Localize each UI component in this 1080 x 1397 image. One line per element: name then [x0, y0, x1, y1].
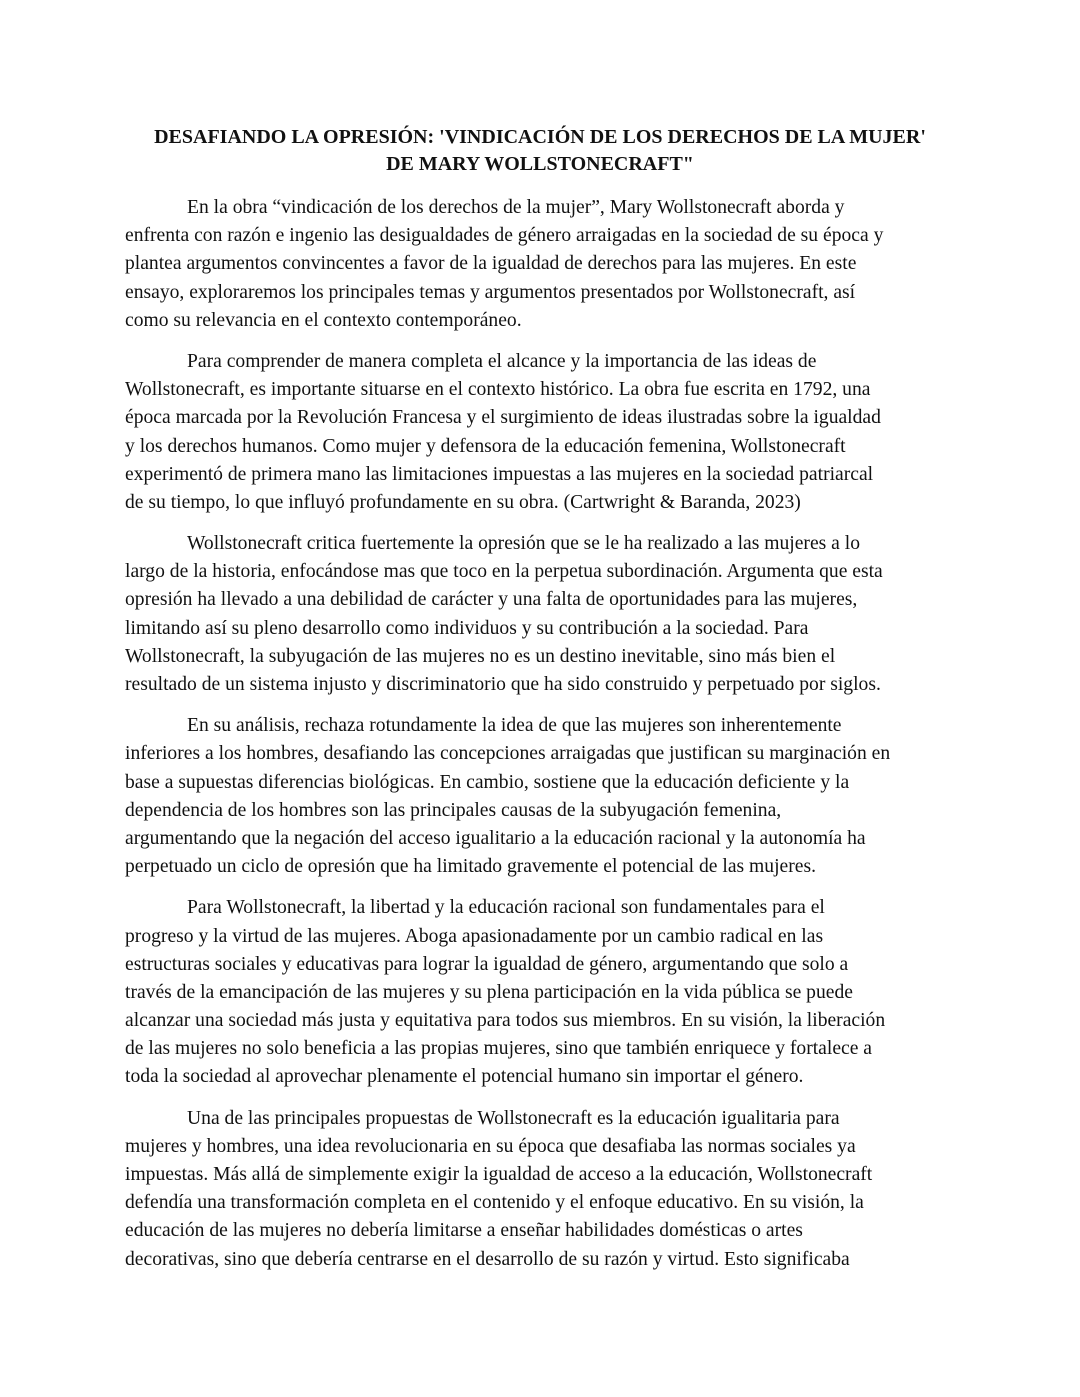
text-line: toda la sociedad al aprovechar plenamente el potencial humano sin importar el género. [125, 1066, 804, 1088]
text-line: Wollstonecraft critica fuertemente la opresión que se le ha realizado a las mujeres a lo [187, 533, 861, 555]
text-line: impuestas. Más allá de simplemente exigir la igualdad de acceso a la educación, Wollstonecraft [125, 1164, 873, 1185]
text-line: experimentó de primera mano las limitaciones impuestas a las mujeres en la sociedad patriarcal [125, 463, 874, 485]
title-line: DE MARY WOLLSTONECRAFT" [386, 153, 694, 175]
text-line: ensayo, exploraremos los principales temas y argumentos presentados por Wollstonecraft, así [125, 281, 856, 303]
paragraph [125, 348, 985, 517]
text-line: limitando así su pleno desarrollo como individuos y su contribución a la sociedad. Para [125, 617, 809, 639]
text-line: de su tiempo, lo que influyó profundamente en su obra. (Cartwright & Baranda, 2023) [125, 491, 801, 513]
text-line: través de la emancipación de las mujeres y su plena participación en la vida pública se puede [125, 981, 853, 1003]
text-line: época marcada por la Revolución Francesa y el surgimiento de ideas ilustradas sobre la igualdad [125, 407, 881, 429]
text-line: mujeres y hombres, una idea revolucionaria en su época que desafiaba las normas sociales ya [125, 1135, 856, 1157]
document-title [0, 124, 1080, 178]
text-line: Wollstonecraft, es importante situarse en el contexto histórico. La obra fue escrita en 1792, una [125, 379, 871, 401]
text-line: progreso y la virtud de las mujeres. Aboga apasionadamente por un cambio radical en las [125, 925, 824, 947]
text-line: Para Wollstonecraft, la libertad y la educación racional son fundamentales para el [187, 897, 825, 919]
text-line: como su relevancia en el contexto contemporáneo. [125, 309, 522, 331]
text-line: opresión ha llevado a una debilidad de carácter y una falta de oportunidades para las mujeres, [125, 589, 858, 611]
text-line: decorativas, sino que debería centrarse en el desarrollo de su razón y virtud. Esto significaba [125, 1248, 850, 1270]
text-line: base a supuestas diferencias biológicas. En cambio, sostiene que la educación deficiente y la [125, 771, 850, 793]
text-line: perpetuado un ciclo de opresión que ha limitado gravemente el potencial de las mujeres. [125, 856, 816, 878]
text-line: Para comprender de manera completa el alcance y la importancia de las ideas de [187, 350, 817, 372]
paragraph [125, 894, 985, 1091]
text-line: alcanzar una sociedad más justa y equitativa para todos sus miembros. En su visión, la liberación [125, 1010, 886, 1032]
text-line: enfrenta con razón e ingenio las desigualdades de género arraigadas en la sociedad de su época y [125, 225, 884, 247]
paragraph [125, 712, 985, 881]
paragraph [125, 194, 985, 335]
paragraph [125, 1105, 985, 1274]
text-line: Una de las principales propuestas de Wollstonecraft es la educación igualitaria para [187, 1107, 840, 1129]
paragraph [125, 530, 985, 699]
text-line: de las mujeres no solo beneficia a las propias mujeres, sino que también enriquece y fortalece a [125, 1038, 873, 1060]
text-line: En su análisis, rechaza rotundamente la idea de que las mujeres son inherentemente [187, 715, 842, 737]
text-line: dependencia de los hombres son las principales causas de la subyugación femenina, [125, 799, 782, 821]
text-line: largo de la historia, enfocándose mas que toco en la perpetua subordinación. Argumenta que esta [125, 561, 883, 583]
text-line: resultado de un sistema injusto y discriminatorio que ha sido construido y perpetuado por siglos. [125, 674, 881, 695]
text-line: Wollstonecraft, la subyugación de las mujeres no es un destino inevitable, sino más bien el [125, 645, 836, 667]
text-line: inferiores a los hombres, desafiando las concepciones arraigadas que justifican su marginación en [125, 743, 891, 765]
text-line: En la obra “vindicación de los derechos de la mujer”, Mary Wollstonecraft aborda y [187, 197, 845, 218]
text-line: defendía una transformación completa en el contenido y el enfoque educativo. En su visión, la [125, 1192, 864, 1214]
title-line: DESAFIANDO LA OPRESIÓN: 'VINDICACIÓN DE LOS DERECHOS DE LA MUJER' [154, 126, 926, 148]
text-line: educación de las mujeres no debería limitarse a enseñar habilidades domésticas o artes [125, 1220, 803, 1242]
text-line: y los derechos humanos. Como mujer y defensora de la educación femenina, Wollstonecraft [125, 435, 846, 457]
text-line: plantea argumentos convincentes a favor de la igualdad de derechos para las mujeres. En este [125, 253, 857, 275]
document-body [125, 194, 985, 1287]
text-line: estructuras sociales y educativas para lograr la igualdad de género, argumentando que solo a [125, 953, 849, 975]
text-line: argumentando que la negación del acceso igualitario a la educación racional y la autonomía ha [125, 827, 866, 849]
